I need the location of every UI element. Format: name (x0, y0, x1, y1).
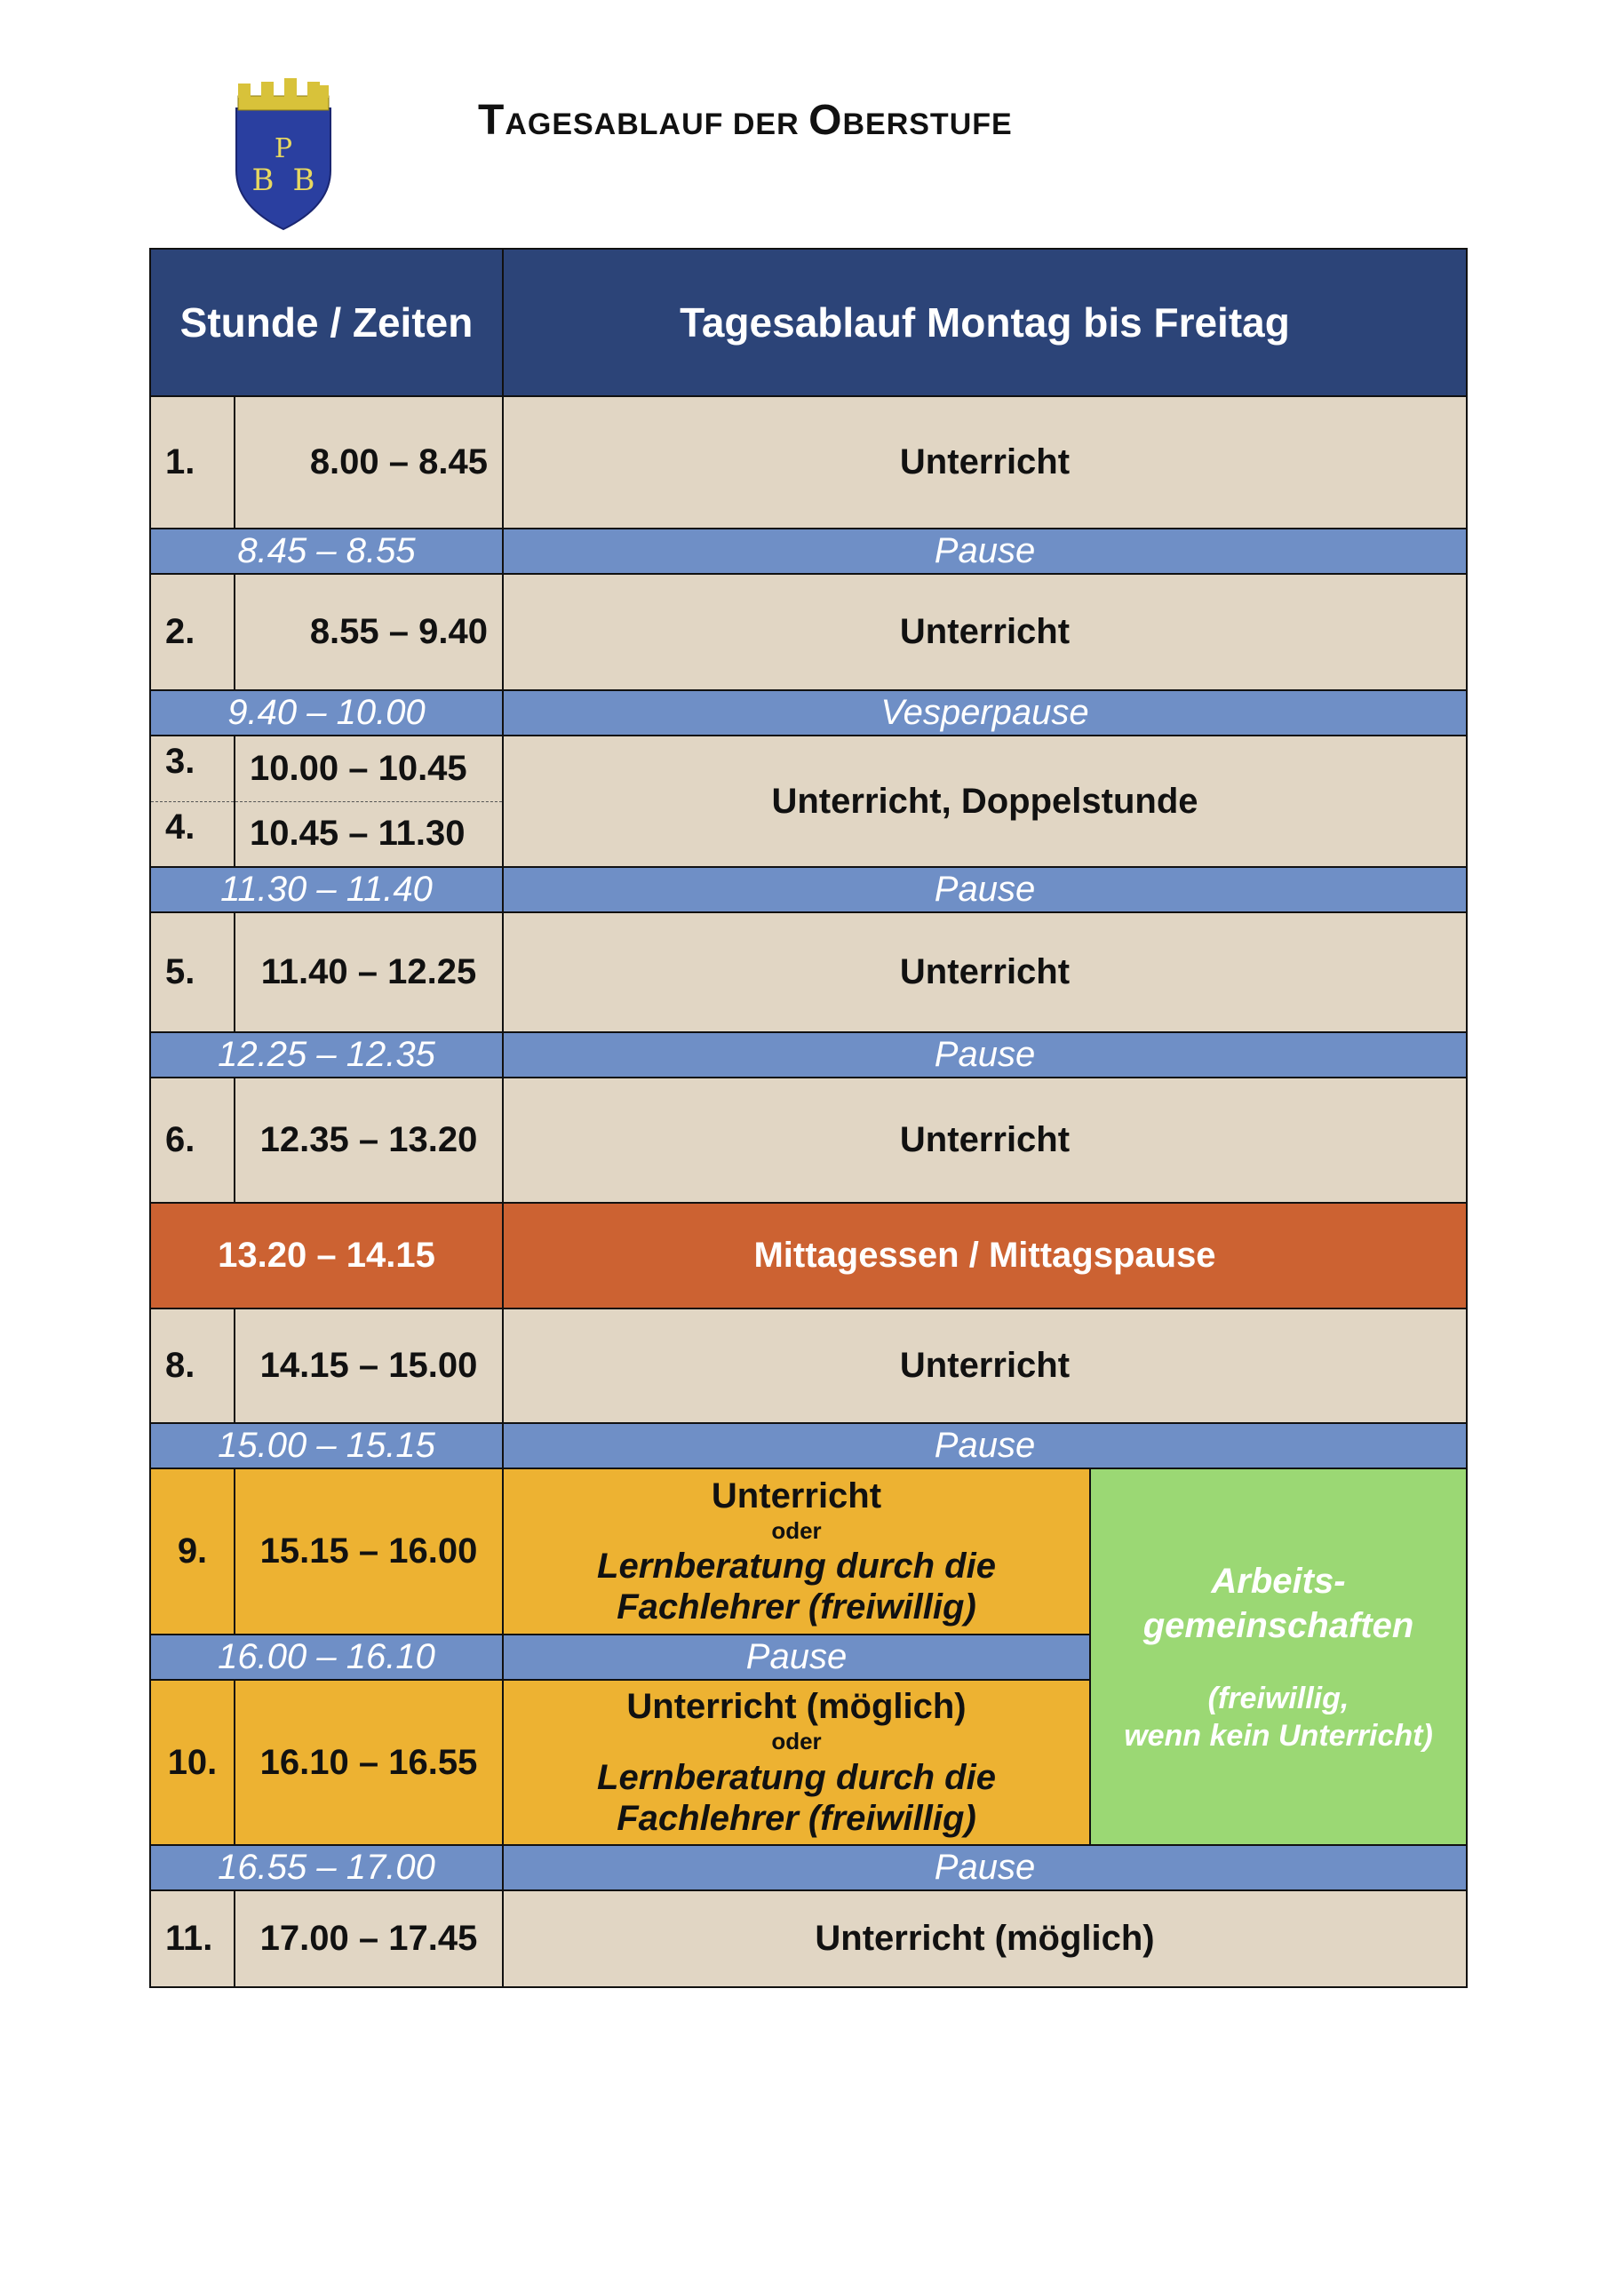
table-row (150, 1309, 1467, 1423)
lesson-time: 8.55 – 9.40 (235, 574, 503, 690)
lesson-number: 10. (150, 1680, 235, 1845)
pause-row (150, 1423, 1467, 1468)
pause-time: 11.30 – 11.40 (150, 867, 503, 912)
pause-row (150, 1845, 1467, 1890)
lesson-number: 9. (150, 1468, 235, 1635)
header-stunde-zeiten: Stunde / Zeiten (150, 249, 503, 396)
lesson-number-pair (150, 736, 235, 867)
pause-label: Pause (503, 1845, 1467, 1890)
lesson-activity: Unterricht (503, 912, 1467, 1032)
lesson-number: 4. (151, 801, 234, 867)
table-row (150, 396, 1467, 529)
activity-line: Fachlehrer (freiwillig) (617, 1798, 976, 1838)
lesson-activity (503, 1680, 1090, 1845)
lesson-activity: Unterricht (503, 1309, 1467, 1423)
lesson-number: 11. (150, 1890, 235, 1987)
table-row (150, 912, 1467, 1032)
table-row (150, 1890, 1467, 1987)
table-header-row (150, 249, 1467, 396)
pause-time: 15.00 – 15.15 (150, 1423, 503, 1468)
ag-line: Arbeits- (1211, 1561, 1346, 1601)
lesson-number: 3. (165, 742, 195, 781)
lesson-time: 10.45 – 11.30 (235, 801, 502, 867)
svg-text:P: P (274, 133, 293, 164)
lesson-number: 8. (150, 1309, 235, 1423)
activity-line: Unterricht (711, 1476, 882, 1515)
lesson-time: 12.35 – 13.20 (235, 1078, 503, 1203)
activity-line: Unterricht (möglich) (626, 1687, 967, 1727)
lesson-activity: Unterricht (503, 574, 1467, 690)
ag-cell (1090, 1468, 1467, 1845)
schedule-table (149, 248, 1468, 1988)
lesson-number: 5. (150, 912, 235, 1032)
pause-time: 8.45 – 8.55 (150, 529, 503, 574)
double-lesson-row (150, 736, 1467, 867)
oder-text: oder (771, 1728, 822, 1755)
lesson-activity: Unterricht (503, 396, 1467, 529)
pause-label: Pause (503, 867, 1467, 912)
pause-time: 16.55 – 17.00 (150, 1845, 503, 1890)
ag-note: (freiwillig, (1207, 1681, 1349, 1715)
lesson-time: 10.00 – 10.45 (250, 748, 467, 788)
lesson-activity: Unterricht (503, 1078, 1467, 1203)
table-row (150, 1078, 1467, 1203)
pause-label: Pause (503, 1032, 1467, 1078)
pause-row (150, 867, 1467, 912)
page-title: TAGESABLAUF DER OBERSTUFE (478, 97, 1013, 144)
lesson-time: 16.10 – 16.55 (235, 1680, 503, 1845)
activity-line: Lernberatung durch die (597, 1547, 996, 1587)
lesson-time: 15.15 – 16.00 (235, 1468, 503, 1635)
school-crest-logo (229, 73, 338, 231)
lesson-time: 17.00 – 17.45 (235, 1890, 503, 1987)
lesson-time: 8.00 – 8.45 (235, 396, 503, 529)
pause-time: 9.40 – 10.00 (150, 690, 503, 736)
svg-text:B: B (251, 163, 275, 198)
pause-row (150, 1032, 1467, 1078)
lesson-number: 2. (150, 574, 235, 690)
lesson-time-pair (235, 736, 503, 867)
svg-text:B: B (292, 163, 315, 198)
oder-text: oder (771, 1516, 822, 1544)
lesson-number: 6. (150, 1078, 235, 1203)
lunch-time: 13.20 – 14.15 (150, 1203, 503, 1309)
pause-label: Pause (503, 1635, 1090, 1680)
lunch-row (150, 1203, 1467, 1309)
lesson-time: 11.40 – 12.25 (235, 912, 503, 1032)
lunch-label: Mittagessen / Mittagspause (503, 1203, 1467, 1309)
ag-note: wenn kein Unterricht) (1124, 1719, 1433, 1753)
ag-line: gemeinschaften (1142, 1605, 1414, 1645)
pause-row (150, 529, 1467, 574)
table-row (150, 574, 1467, 690)
lesson-number: 1. (150, 396, 235, 529)
pause-label: Pause (503, 529, 1467, 574)
activity-line: Fachlehrer (freiwillig) (617, 1587, 976, 1627)
table-row (150, 1468, 1467, 1635)
lesson-activity: Unterricht (möglich) (503, 1890, 1467, 1987)
pause-label: Vesperpause (503, 690, 1467, 736)
lesson-activity: Unterricht, Doppelstunde (503, 736, 1467, 867)
pause-label: Pause (503, 1423, 1467, 1468)
activity-line: Lernberatung durch die (597, 1757, 996, 1797)
pause-row (150, 690, 1467, 736)
pause-time: 16.00 – 16.10 (150, 1635, 503, 1680)
pause-time: 12.25 – 12.35 (150, 1032, 503, 1078)
lesson-activity (503, 1468, 1090, 1635)
header-tagesablauf: Tagesablauf Montag bis Freitag (503, 249, 1467, 396)
lesson-time: 14.15 – 15.00 (235, 1309, 503, 1423)
